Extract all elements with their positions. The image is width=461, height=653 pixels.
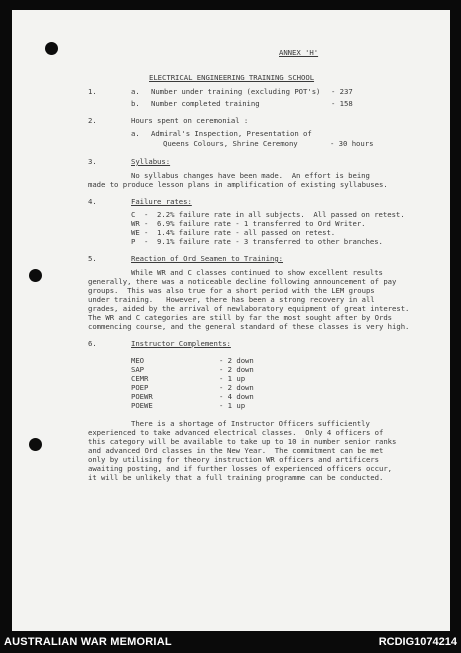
section-number: 6. [88, 339, 97, 348]
item-text: Queens Colours, Shrine Ceremony [163, 139, 298, 148]
item-text: Number under training (excluding POT's) [151, 87, 321, 96]
section-heading: Reaction of Ord Seamen to Training: [131, 254, 284, 263]
section-number: 3. [88, 157, 97, 166]
item-value: - 237 [331, 87, 353, 96]
item-value: - 30 hours [330, 139, 374, 148]
item-text: Number completed training [151, 99, 260, 108]
paragraph-line: generally, there was a noticeable decline following announcement of pay [88, 277, 397, 286]
paragraph-line: The WR and C categories are still by far the most sought after by Ords [88, 313, 393, 322]
failure-rate-row: P - 9.1% failure rate - 3 transferred to other branches. [131, 237, 383, 246]
section-number: 2. [88, 116, 97, 125]
item-text: Admiral's Inspection, Presentation of [151, 129, 312, 138]
complement-value: - 1 up [219, 374, 246, 383]
paragraph-line: experienced to take advanced electrical classes. Only 4 officers of [88, 428, 384, 437]
section-heading: Syllabus: [131, 157, 171, 166]
paragraph-line: commencing course, and the general standard of these classes is very high. [88, 322, 410, 331]
paragraph-line: No syllabus changes have been made. An effort is being [131, 171, 370, 180]
paragraph-line: While WR and C classes continued to show excellent results [131, 268, 383, 277]
document-title: ELECTRICAL ENGINEERING TRAINING SCHOOL [149, 73, 315, 82]
annex-label: ANNEX 'H' [279, 48, 319, 57]
paragraph-line: only by utilising for theory instruction WR officers and artificers [88, 455, 379, 464]
failure-rate-row: C - 2.2% failure rate in all subjects. All passed on retest. [131, 210, 405, 219]
section-heading: Failure rates: [131, 197, 192, 206]
section-number: 4. [88, 197, 97, 206]
complement-code: CEMR [131, 374, 149, 383]
punch-hole [29, 269, 42, 282]
paragraph-line: groups. This was also true for a short period with the LEM groups [88, 286, 375, 295]
complement-code: POEP [131, 383, 149, 392]
paragraph-line: under training. However, there has been a strong recovery in all [88, 295, 375, 304]
paragraph-line: this category will be available to take up to 10 in number senior ranks [88, 437, 397, 446]
item-letter: b. [131, 99, 140, 108]
punch-hole [29, 438, 42, 451]
item-letter: a. [131, 129, 140, 138]
archive-footer [0, 631, 461, 653]
complement-code: MEO [131, 356, 145, 365]
failure-rate-row: WE - 1.4% failure rate - all passed on retest. [131, 228, 336, 237]
paragraph-line: made to produce lesson plans in amplification of existing syllabuses. [88, 180, 388, 189]
paragraph-line: awaiting posting, and if further losses of experienced officers occur, [88, 464, 393, 473]
complement-code: POEWR [131, 392, 153, 401]
complement-value: - 1 up [219, 401, 246, 410]
paragraph-line: and advanced Ord classes in the New Year. The commitment can be met [88, 446, 384, 455]
complement-code: POEWE [131, 401, 153, 410]
item-value: - 158 [331, 99, 353, 108]
failure-rate-row: WR - 6.9% failure rate - 1 transferred to Ord Writer. [131, 219, 366, 228]
paragraph-line: There is a shortage of Instructor Officers sufficiently [131, 419, 370, 428]
footer-source: AUSTRALIAN WAR MEMORIAL [4, 636, 172, 648]
paragraph-line: grades, aided by the arrival of newlaboratory equipment of great interest. [88, 304, 410, 313]
paragraph-line: it will be unlikely that a full training programme can be conducted. [88, 473, 384, 482]
complement-code: SAP [131, 365, 145, 374]
complement-value: - 4 down [219, 392, 254, 401]
punch-hole [45, 42, 58, 55]
complement-value: - 2 down [219, 365, 254, 374]
item-letter: a. [131, 87, 140, 96]
section-number: 5. [88, 254, 97, 263]
footer-record-id: RCDIG1074214 [378, 636, 457, 648]
complement-value: - 2 down [219, 383, 254, 392]
section-heading: Instructor Complements: [131, 339, 231, 348]
complement-value: - 2 down [219, 356, 254, 365]
section-text: Hours spent on ceremonial : [131, 116, 249, 125]
section-number: 1. [88, 87, 97, 96]
